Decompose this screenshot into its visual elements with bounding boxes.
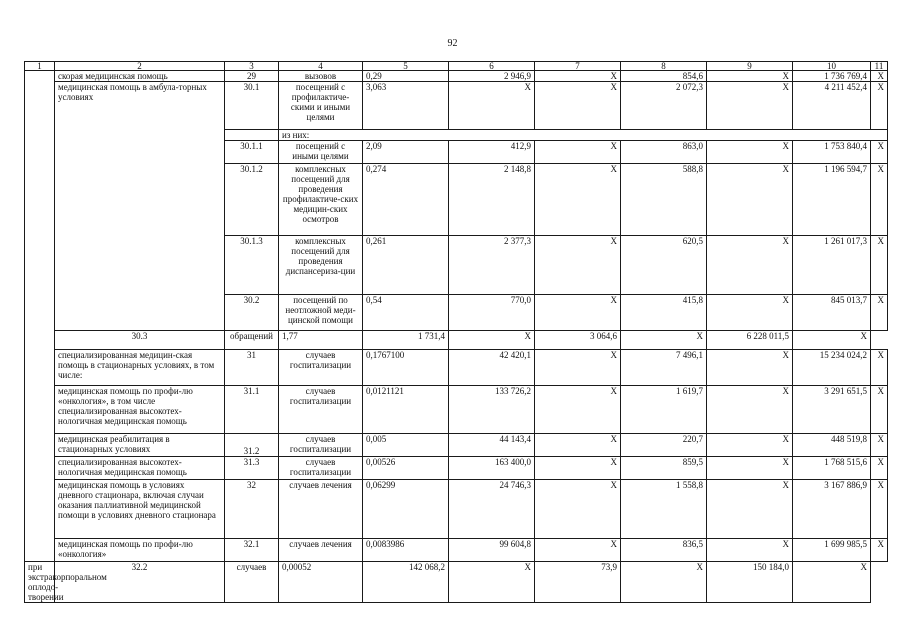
- table-row: [25, 331, 888, 350]
- row-col8: 1 619,7: [621, 386, 707, 434]
- row-col9: X: [707, 434, 793, 457]
- row-col9: X: [707, 539, 793, 562]
- row-col10: 1 736 769,4: [793, 71, 871, 82]
- table-row: [25, 539, 888, 562]
- header-cell: 6: [449, 62, 535, 71]
- header-cell: 10: [793, 62, 871, 71]
- row-col9: X: [707, 350, 793, 386]
- row-unit: случаев госпитализации: [279, 434, 363, 457]
- row-norm: 3,063: [363, 82, 449, 130]
- row-col7: X: [535, 434, 621, 457]
- row-col11: X: [871, 539, 888, 562]
- row-norm: 0,0121121: [363, 386, 449, 434]
- header-cell: 5: [363, 62, 449, 71]
- row-col10: 1 261 017,3: [793, 236, 871, 295]
- header-cell: 8: [621, 62, 707, 71]
- row-cost: 412,9: [449, 141, 535, 164]
- row-code: 30.1.3: [225, 236, 279, 295]
- row-col10: 1 196 594,7: [793, 164, 871, 236]
- row-name: медицинская помощь в условиях дневного стационара, включая случаи оказания паллиативной медицинской помощи в условиях дневного стационара: [55, 480, 225, 539]
- row-col11: X: [871, 386, 888, 434]
- row-cost: 163 400,0: [449, 457, 535, 480]
- row-cost: 133 726,2: [449, 386, 535, 434]
- row-col9: X: [707, 141, 793, 164]
- row-col11: X: [871, 434, 888, 457]
- header-cell: 9: [707, 62, 793, 71]
- row-col8: 2 072,3: [621, 82, 707, 130]
- row-col9: X: [621, 562, 707, 603]
- table-row: [25, 457, 888, 480]
- row-col10: 6 228 011,5: [707, 331, 793, 350]
- row-col8: 3 064,6: [535, 331, 621, 350]
- row-norm: 0,29: [363, 71, 449, 82]
- row-name: медицинская помощь по профи-лю «онкология», в том числе специализированная высокотех-нологичная медицинская помощь: [55, 386, 225, 434]
- row-code: 32: [225, 480, 279, 539]
- row-cost: 24 746,3: [449, 480, 535, 539]
- row-col8: 73,9: [535, 562, 621, 603]
- row-col11: X: [871, 141, 888, 164]
- row-col10: 1 699 985,5: [793, 539, 871, 562]
- row-col8: 220,7: [621, 434, 707, 457]
- row-code: 30.1.2: [225, 164, 279, 236]
- row-name: медицинская реабилитация в стационарных условиях: [55, 434, 225, 457]
- row-code: 32.1: [225, 539, 279, 562]
- header-cell: 2: [55, 62, 225, 71]
- row-cost: 99 604,8: [449, 539, 535, 562]
- row-col10: 150 184,0: [707, 562, 793, 603]
- row-col8: 863,0: [621, 141, 707, 164]
- table-row: [25, 562, 888, 603]
- row-col8: 859,5: [621, 457, 707, 480]
- header-cell: 4: [279, 62, 363, 71]
- row-col11: X: [871, 480, 888, 539]
- header-row: [25, 62, 888, 71]
- row-norm: 0,005: [363, 434, 449, 457]
- row-col9: X: [707, 295, 793, 331]
- row-cost: 770,0: [449, 295, 535, 331]
- row-col7: X: [535, 141, 621, 164]
- row-col9: X: [707, 71, 793, 82]
- row-col11: X: [793, 331, 871, 350]
- row-cost: 1 731,4: [363, 331, 449, 350]
- row-code: 31.2: [225, 434, 279, 457]
- row-col10: 448 519,8: [793, 434, 871, 457]
- table-row: [25, 386, 888, 434]
- row-col8: 620,5: [621, 236, 707, 295]
- row-col8: 854,6: [621, 71, 707, 82]
- row-code: 30.3: [55, 331, 225, 350]
- row-col7: X: [535, 295, 621, 331]
- row-col7: X: [535, 164, 621, 236]
- row-code: 29: [225, 71, 279, 82]
- table-row: [25, 434, 888, 457]
- page-number: 92: [447, 38, 458, 49]
- row-norm: 0,0083986: [363, 539, 449, 562]
- row-col10: 1 753 840,4: [793, 141, 871, 164]
- row-col11: X: [793, 562, 871, 603]
- row-norm: 0,00052: [279, 562, 363, 603]
- row-name: специализированная медицин-ская помощь в стационарных условиях, в том числе:: [55, 350, 225, 386]
- row-norm: 1,77: [279, 331, 363, 350]
- row-col7: X: [449, 562, 535, 603]
- row-col9: X: [707, 236, 793, 295]
- row-cost: 2 148,8: [449, 164, 535, 236]
- row-col10: 845 013,7: [793, 295, 871, 331]
- row-col7: X: [535, 350, 621, 386]
- row-cost: 44 143,4: [449, 434, 535, 457]
- row-name: медицинская помощь по профи-лю «онкология»: [55, 539, 225, 562]
- row-col9: X: [707, 164, 793, 236]
- row-code: 31.3: [225, 457, 279, 480]
- row-norm: 0,06299: [363, 480, 449, 539]
- row-col10: 3 167 886,9: [793, 480, 871, 539]
- row-code: [225, 130, 279, 141]
- row-col11: X: [871, 71, 888, 82]
- row-unit: обращений: [225, 331, 279, 350]
- iz-nih-label: из них:: [279, 130, 888, 141]
- row-col11: X: [871, 82, 888, 130]
- row-cost: X: [449, 82, 535, 130]
- row-col7: X: [535, 539, 621, 562]
- row-name: скорая медицинская помощь: [55, 71, 225, 82]
- table-row: [25, 480, 888, 539]
- row-cost: 2 946,9: [449, 71, 535, 82]
- row-norm: 0,274: [363, 164, 449, 236]
- row-col9: X: [707, 457, 793, 480]
- row-unit: посещений с профилактиче-скими и иными целями: [279, 82, 363, 130]
- row-col8: 415,8: [621, 295, 707, 331]
- row-name: медицинская помощь в амбула-торных условиях: [55, 82, 225, 331]
- column-1-cell: [25, 71, 55, 562]
- row-code: 30.2: [225, 295, 279, 331]
- row-unit: случаев лечения: [279, 539, 363, 562]
- row-unit: случаев госпитализации: [279, 386, 363, 434]
- table-row: [25, 350, 888, 386]
- row-col7: X: [535, 71, 621, 82]
- row-code: 31: [225, 350, 279, 386]
- row-col10: 4 211 452,4: [793, 82, 871, 130]
- row-norm: 0,54: [363, 295, 449, 331]
- row-unit: случаев госпитализации: [279, 457, 363, 480]
- row-norm: 2,09: [363, 141, 449, 164]
- row-col9: X: [707, 386, 793, 434]
- row-name: специализированная высокотех-нологичная медицинская помощь: [55, 457, 225, 480]
- row-unit: посещений по неотложной меди-цинской помощи: [279, 295, 363, 331]
- row-cost: 142 068,2: [363, 562, 449, 603]
- row-col7: X: [535, 82, 621, 130]
- row-col11: X: [871, 164, 888, 236]
- row-col9: X: [707, 82, 793, 130]
- row-code: 31.1: [225, 386, 279, 434]
- row-col11: X: [871, 236, 888, 295]
- header-cell: 7: [535, 62, 621, 71]
- row-code: 32.2: [55, 562, 225, 603]
- row-col7: X: [535, 386, 621, 434]
- row-col8: 7 496,1: [621, 350, 707, 386]
- row-unit: случаев лечения: [279, 480, 363, 539]
- row-name: при экстракорпоральном оплодо-творении: [25, 562, 55, 603]
- row-code: 30.1: [225, 82, 279, 130]
- row-cost: 42 420,1: [449, 350, 535, 386]
- row-col11: X: [871, 295, 888, 331]
- row-col10: 3 291 651,5: [793, 386, 871, 434]
- row-col10: 1 768 515,6: [793, 457, 871, 480]
- row-unit: комплексных посещений для проведения профилактиче-ских медицин-ских осмотров: [279, 164, 363, 236]
- row-unit: комплексных посещений для проведения диспансериза-ции: [279, 236, 363, 295]
- row-unit: вызовов: [279, 71, 363, 82]
- row-col11: X: [871, 457, 888, 480]
- row-unit: случаев: [225, 562, 279, 603]
- row-norm: 0,261: [363, 236, 449, 295]
- row-col7: X: [535, 457, 621, 480]
- row-norm: 0,1767100: [363, 350, 449, 386]
- row-col8: 1 558,8: [621, 480, 707, 539]
- row-col8: 588,8: [621, 164, 707, 236]
- row-col11: X: [871, 350, 888, 386]
- row-col9: X: [621, 331, 707, 350]
- row-col10: 15 234 024,2: [793, 350, 871, 386]
- row-norm: 0,00526: [363, 457, 449, 480]
- header-cell: 3: [225, 62, 279, 71]
- table-row: [25, 71, 888, 82]
- tariff-table: [24, 61, 888, 603]
- row-col7: X: [535, 480, 621, 539]
- header-cell: 11: [871, 62, 888, 71]
- row-col9: X: [707, 480, 793, 539]
- row-unit: случаев госпитализации: [279, 350, 363, 386]
- row-cost: 2 377,3: [449, 236, 535, 295]
- row-col8: 836,5: [621, 539, 707, 562]
- header-cell: 1: [25, 62, 55, 71]
- row-code: 30.1.1: [225, 141, 279, 164]
- table-row: [25, 82, 888, 130]
- row-unit: посещений с иными целями: [279, 141, 363, 164]
- row-col7: X: [535, 236, 621, 295]
- row-col7: X: [449, 331, 535, 350]
